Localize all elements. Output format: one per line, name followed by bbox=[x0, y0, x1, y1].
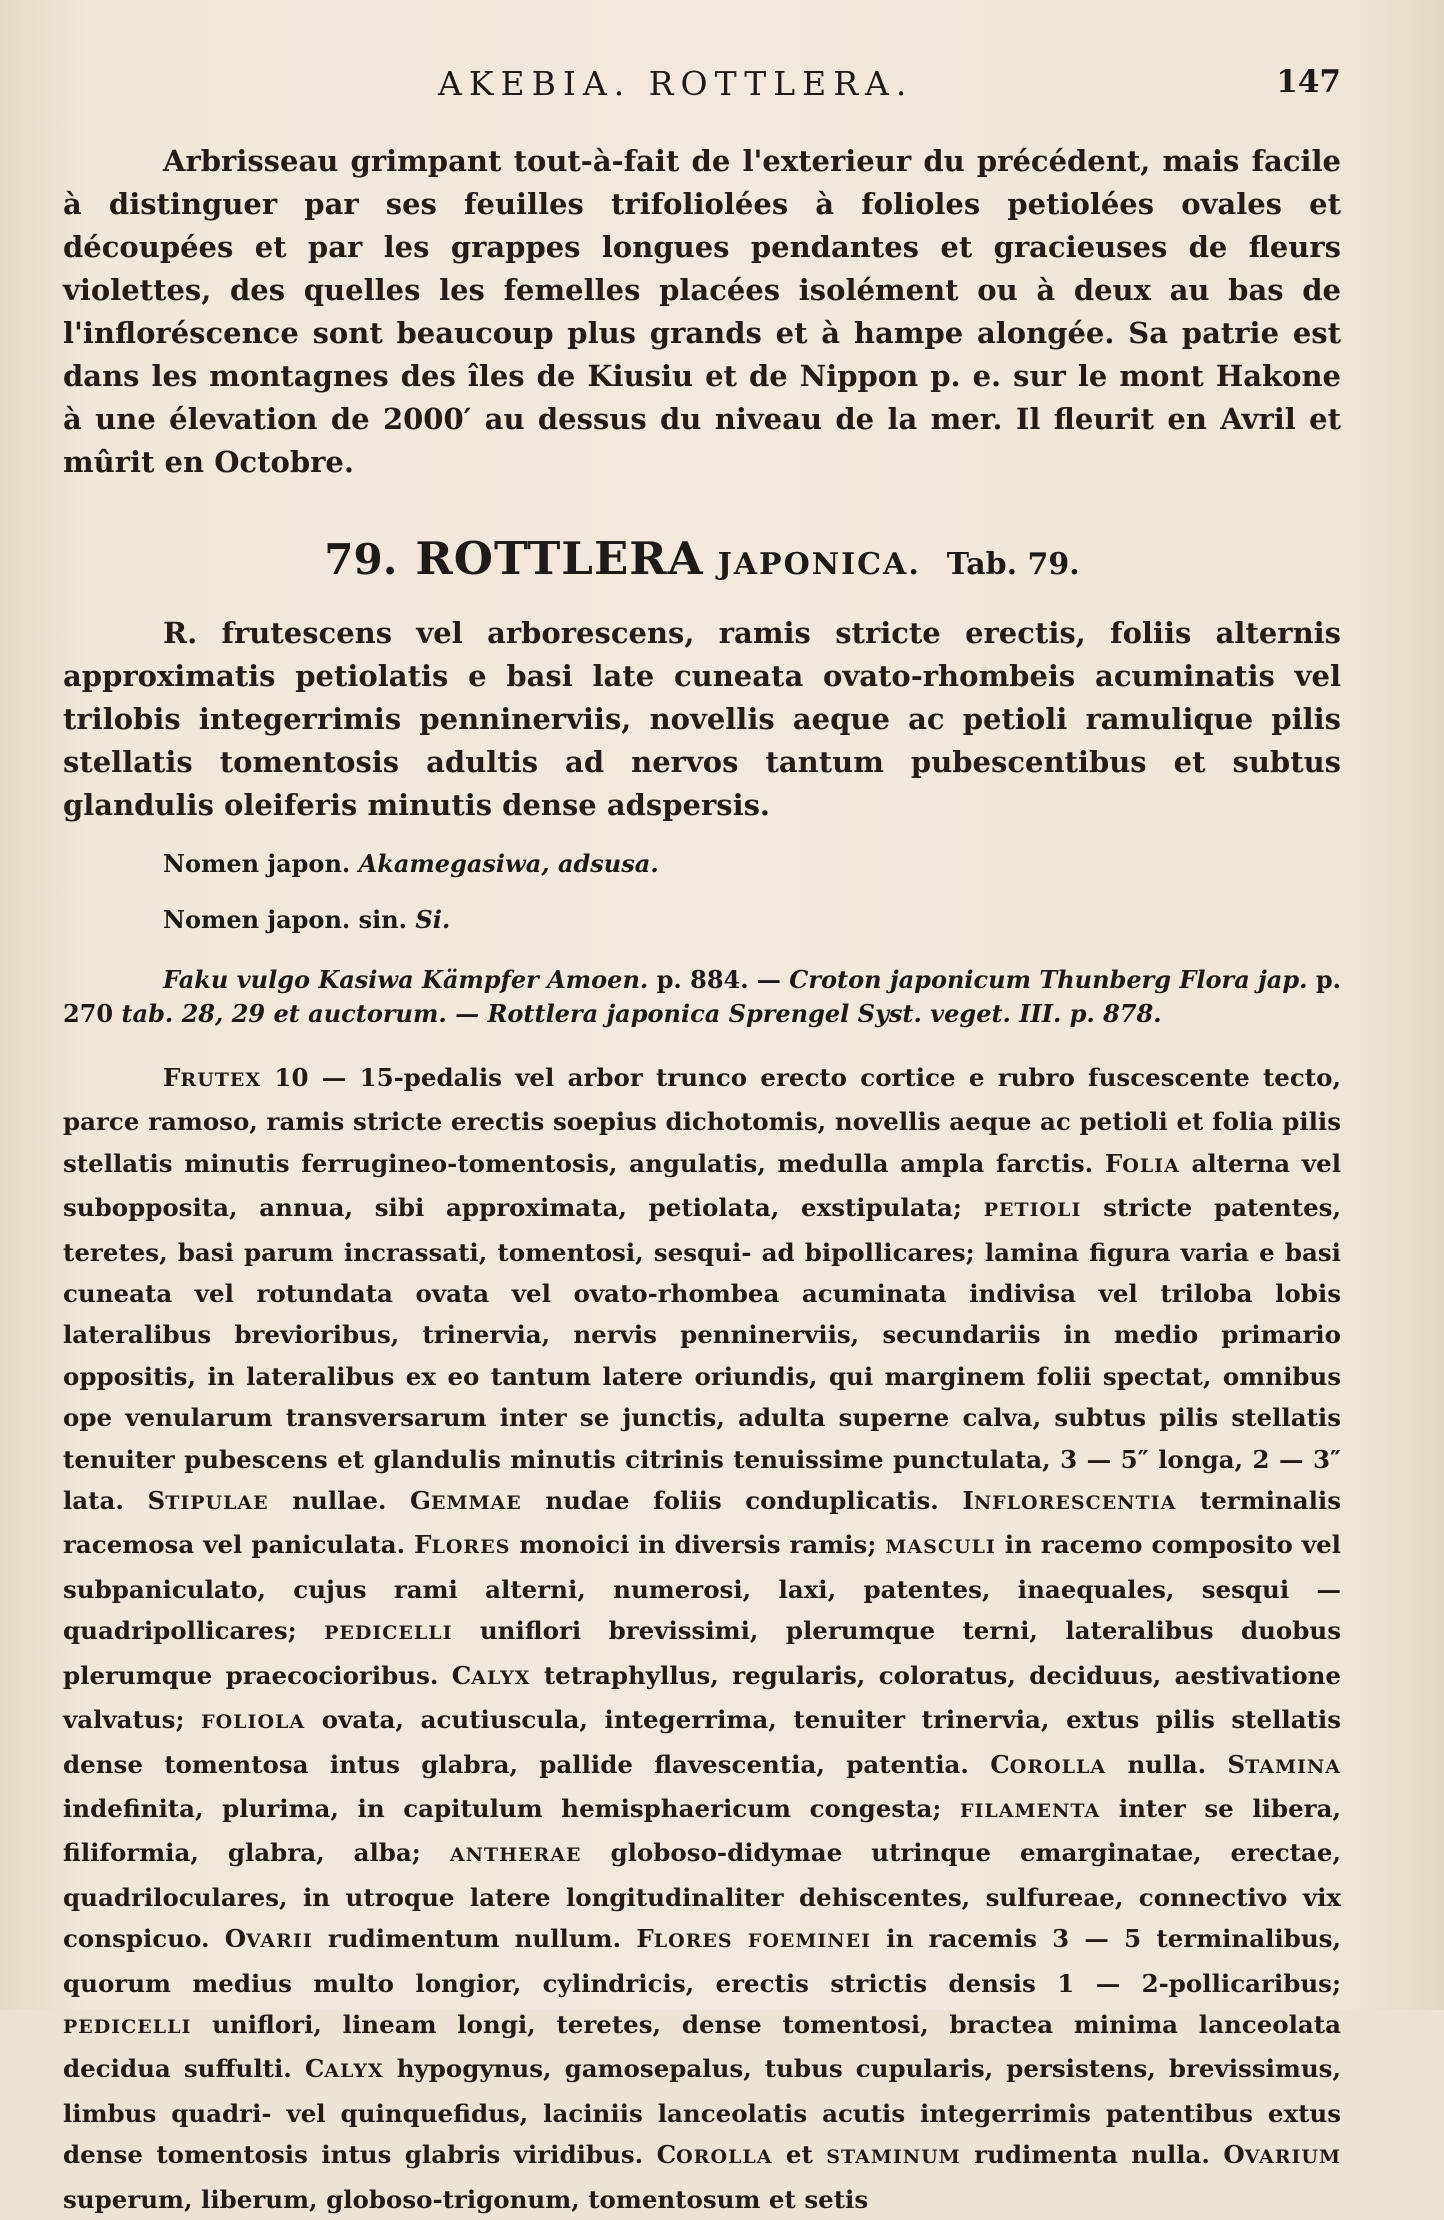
nomen-japon bbox=[163, 847, 1341, 881]
term-corolla-initial: C bbox=[990, 1749, 1010, 1779]
nomen-japon-sin-label: Nomen japon. sin. bbox=[163, 905, 408, 934]
description-text: rudimenta nulla. bbox=[960, 2140, 1224, 2170]
term-flores-initial: F bbox=[636, 1924, 654, 1954]
description-text: uniflori, lineam longi, teretes, dense tomentosi, bractea minima lanceolata decidua suffulti. bbox=[63, 2009, 1341, 2084]
description-text: monoici in diversis ramis; bbox=[510, 1530, 886, 1560]
synonym-kaempfer: Faku vulgo Kasiwa Kämpfer Amoen. bbox=[163, 965, 649, 994]
nomen-japon-label: Nomen japon. bbox=[163, 849, 351, 878]
term-stipulae-initial: S bbox=[147, 1486, 166, 1516]
term-folia-initial: F bbox=[1104, 1148, 1123, 1178]
nomen-japon-sin bbox=[163, 903, 1341, 937]
description-text: inter se libera, filiformia, glabra, alba; bbox=[63, 1793, 1341, 1868]
term-foeminei: FOEMINEI bbox=[747, 1930, 872, 1953]
term-flores: LORES bbox=[431, 1536, 511, 1559]
term-stamina: TAMINA bbox=[1245, 1755, 1341, 1778]
page-body bbox=[63, 140, 1341, 2220]
term-corolla: OROLLA bbox=[1009, 1755, 1107, 1778]
term-inflorescentia: NFLORESCENTIA bbox=[973, 1492, 1177, 1515]
species-heading bbox=[63, 530, 1341, 588]
species-number: 79. bbox=[324, 535, 398, 584]
description-text: tetraphyllus, regularis, coloratus, deciduus, aestivatione valvatus; bbox=[63, 1660, 1341, 1735]
term-ovarii: VARII bbox=[246, 1930, 313, 1953]
term-flores-initial: F bbox=[414, 1530, 432, 1560]
term-calyx-initial: C bbox=[451, 1660, 472, 1690]
term-filamenta: FILAMENTA bbox=[960, 1799, 1101, 1822]
description-text: stricte patentes, teretes, basi parum incrassati, tomentosi, sesqui- ad bipollicares; lamina figura varia e basi cuneata vel rotundata ovata vel ovato-rhombea acuminata indivisa vel triloba lobis lateralibus brevioribus, trinervia, nervis penninerviis, secundariis in medio primario oppositis, in lateralibus ex eo tantum latere oriundis, qui marginem folii spectat, omnibus ope venularum transversarum inter se junctis, adulta superne calva, subtus pilis stellatis tenuiter pubescens et glandulis minutis citrinis tenuissime punctulata, 3 — 5″ longa, 2 — 3″ lata. bbox=[63, 1193, 1341, 1516]
description-text: in racemo composito vel subpaniculato, cujus rami alterni, numerosi, laxi, patentes, inaequales, sesqui — quadripollicares; bbox=[63, 1530, 1341, 1646]
species-epithet: JAPONICA. bbox=[717, 547, 921, 582]
description-text: nullae. bbox=[268, 1486, 411, 1516]
term-stamina-initial: S bbox=[1227, 1749, 1246, 1779]
term-ovarium: VARIUM bbox=[1244, 2146, 1341, 2169]
description-text: ovata, acutiuscula, integerrima, tenuiter trinervia, extus pilis stellatis dense tomentosa intus glabra, pallide flavescentia, patentia. bbox=[63, 1705, 1341, 1779]
species-genus: ROTTLERA bbox=[415, 532, 704, 585]
term-staminum: STAMINUM bbox=[826, 2146, 961, 2169]
synonym-thunberg-page: p. 270 bbox=[63, 965, 1341, 1028]
term-gemmae: EMMAE bbox=[430, 1492, 522, 1515]
synonym-kaempfer-page: p. 884. — bbox=[656, 965, 781, 994]
running-head-title: AKEBIA. ROTTLERA. bbox=[438, 64, 914, 103]
term-calyx-initial: C bbox=[304, 2054, 325, 2084]
term-calyx: ALYX bbox=[471, 1666, 531, 1689]
synonym-thunberg: Croton japonicum Thunberg Flora jap. bbox=[789, 965, 1308, 994]
term-frutex: RUTEX bbox=[180, 1069, 262, 1091]
term-pedicelli: PEDICELLI bbox=[324, 1622, 453, 1645]
running-head bbox=[0, 64, 1444, 108]
description-text: nudae foliis conduplicatis. bbox=[521, 1486, 963, 1516]
synonymy-paragraph bbox=[63, 963, 1341, 1031]
description-text: terminalis racemosa vel paniculata. bbox=[63, 1486, 1342, 1560]
nomen-japon-sin-value: Si. bbox=[415, 905, 451, 934]
term-corolla-initial: C bbox=[656, 2140, 677, 2170]
term-frutex-initial: F bbox=[163, 1063, 181, 1092]
description-text: 10 — 15-pedalis vel arbor trunco erecto cortice e rubro fuscescente tecto, parce ramoso, ramis stricte erectis soepius dichotomis, novellis aeque ac petioli et folia pilis stellatis minutis ferrugineo-tomentosis, angulatis, medulla ampla farctis. bbox=[63, 1063, 1341, 1178]
nomen-japon-value: Akamegasiwa, adsusa. bbox=[358, 849, 659, 878]
description-paragraph bbox=[63, 1057, 1341, 2220]
term-corolla: OROLLA bbox=[676, 2146, 773, 2169]
description-text: rudimentum nullum. bbox=[312, 1924, 637, 1954]
term-gemmae-initial: G bbox=[410, 1486, 431, 1516]
description-text: nulla. bbox=[1106, 1749, 1228, 1779]
term-calyx: ALYX bbox=[324, 2060, 384, 2083]
term-foliola: FOLIOLA bbox=[201, 1711, 306, 1734]
term-flores: LORES bbox=[653, 1930, 733, 1953]
description-text: superum, liberum, globoso-trigonum, tomentosum et setis bbox=[63, 2184, 869, 2214]
description-text: hypogynus, gamosepalus, tubus cupularis, persistens, brevissimus, limbus quadri- vel quinquefidus, laciniis lanceolatis acutis integerrimis patentibus extus dense tomentosis intus glabris viridibus. bbox=[63, 2054, 1341, 2170]
term-masculi: MASCULI bbox=[885, 1536, 996, 1559]
term-pedicelli: PEDICELLI bbox=[63, 2015, 192, 2038]
page-number: 147 bbox=[1276, 64, 1341, 100]
term-stipulae: TIPULAE bbox=[165, 1492, 269, 1515]
term-antherae: ANTHERAE bbox=[449, 1844, 582, 1867]
plate-reference: Tab. 79. bbox=[946, 547, 1080, 582]
description-text: in racemis 3 — 5 terminalibus, quorum medius multo longior, cylindricis, erectis strictis densis 1 — 2-pollicaribus; bbox=[63, 1924, 1341, 1998]
term-ovarium-initial: O bbox=[1223, 2140, 1245, 2170]
term-petioli: PETIOLI bbox=[983, 1199, 1082, 1222]
term-inflorescentia-initial: I bbox=[962, 1486, 974, 1516]
description-text: et bbox=[772, 2140, 827, 2170]
synonym-thunberg-tab: tab. 28, 29 et auctorum. — bbox=[121, 999, 480, 1028]
description-text: uniflori brevissimi, plerumque terni, lateralibus duobus plerumque praecocioribus. bbox=[63, 1616, 1341, 1690]
intro-paragraph: Arbrisseau grimpant tout-à-fait de l'exterieur du précédent, mais facile à distinguer par ses feuilles trifoliolées à folioles petiolées ovales et découpées et par les grappes longues pendantes et gracieuses de fleurs violettes, des quelles les femelles placées isolément ou à deux au bas de l'infloréscence sont beaucoup plus grands et à hampe alongée. Sa patrie est dans les montagnes des îles de Kiusiu et de Nippon p. e. sur le mont Hakone à une élevation de 2000′ au dessus du niveau de la mer. Il fleurit en Avril et mûrit en Octobre. bbox=[63, 144, 1341, 479]
synonym-sprengel: Rottlera japonica Sprengel Syst. veget. III. p. 878. bbox=[487, 999, 1162, 1028]
term-ovarii-initial: O bbox=[224, 1924, 247, 1954]
description-text: indefinita, plurima, in capitulum hemisphaericum congesta; bbox=[63, 1793, 960, 1823]
description-text: globoso-didymae utrinque emarginatae, erectae, quadriloculares, in utroque latere longitudinaliter dehiscentes, sulfureae, connectivo vix conspicuo. bbox=[63, 1838, 1341, 1954]
description-text: alterna vel subopposita, annua, sibi approximata, petiolata, exstipulata; bbox=[63, 1148, 1341, 1223]
term-folia: OLIA bbox=[1122, 1154, 1180, 1177]
diagnosis-paragraph: R. frutescens vel arborescens, ramis stricte erectis, foliis alternis approximatis petiolatis e basi late cuneata ovato-rhombeis acuminatis vel trilobis integerrimis penninerviis, novellis aeque ac petioli ramulique pilis stellatis tomentosis adultis ad nervos tantum pubescentibus et subtus glandulis oleiferis minutis dense adspersis. bbox=[63, 616, 1341, 822]
